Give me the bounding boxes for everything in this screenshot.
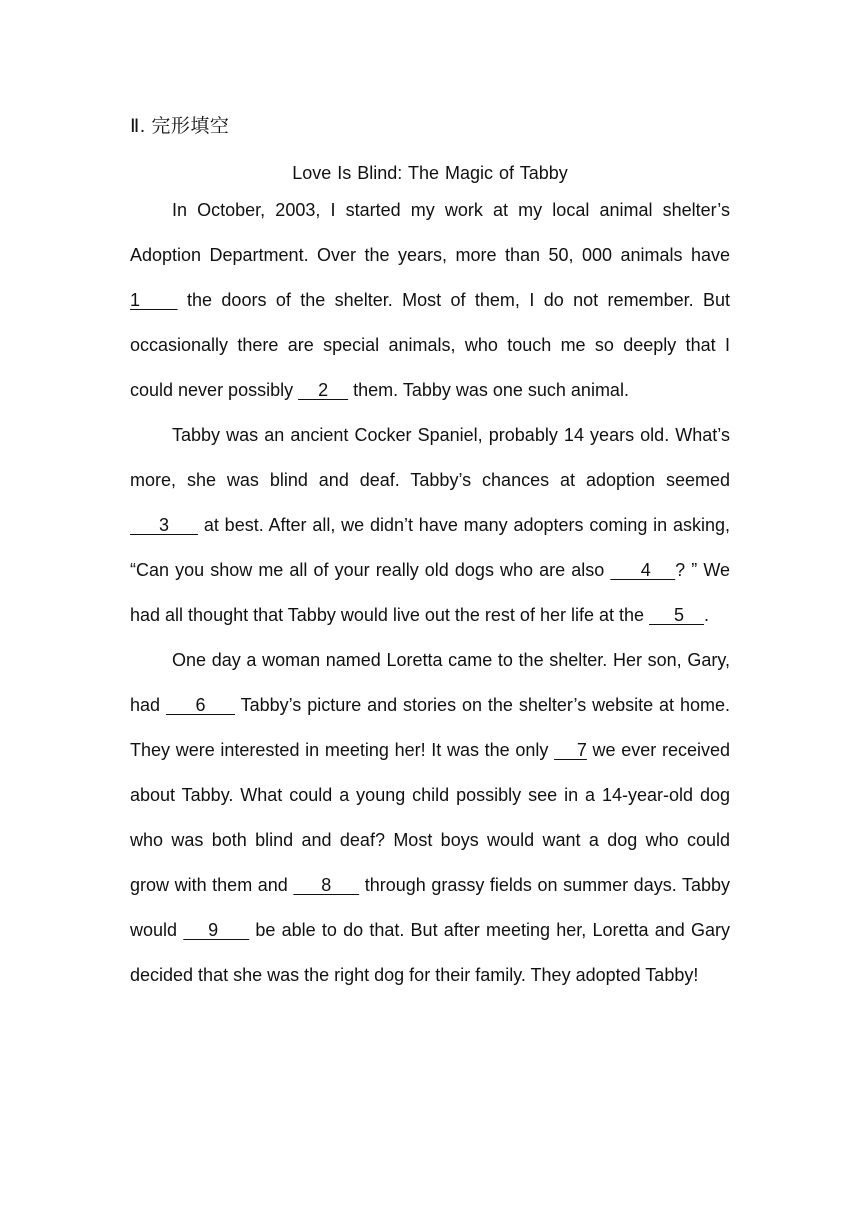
blank-3: 3 xyxy=(130,515,199,535)
text-segment: through grassy fields on summer days. Tabby would xyxy=(130,875,730,940)
document-page xyxy=(130,112,730,998)
blank-9: 9 xyxy=(183,920,250,940)
blank-8: 8 xyxy=(293,875,360,895)
text-segment: at best. After all, we didn’t have many adopters coming in asking, “Can you show me all of your really old dogs who are also xyxy=(130,515,730,580)
text-segment: . xyxy=(704,605,710,625)
text-segment: In October, 2003, I started my work at my local animal shelter’s Adoption Department. Over the years, more than 50, 000 animals have xyxy=(130,200,730,265)
blank-7: 7 xyxy=(554,740,587,760)
blank-5: 5 xyxy=(649,605,705,625)
text-segment: the doors of the shelter. Most of them, I do not remember. But occasionally there are special animals, who touch me so deeply that I could never possibly xyxy=(130,290,731,400)
text-segment: we ever received about Tabby. What could a young child possibly see in a 14-year-old dog who was both blind and deaf? Most boys would want a dog who could grow with them and xyxy=(130,740,730,895)
paragraph-3 xyxy=(130,638,730,998)
blank-1: 1 xyxy=(130,290,178,310)
blank-4: 4 xyxy=(610,560,676,580)
text-segment: ? ” We had all thought that Tabby would live out the rest of her life at the xyxy=(130,560,730,625)
text-segment: Tabby’s picture and stories on the shelter’s website at home. They were interested in meeting her! It was the only xyxy=(130,695,730,760)
blank-6: 6 xyxy=(165,695,235,715)
text-segment: be able to do that. But after meeting her, Loretta and Gary decided that she was the right dog for their family. They adopted Tabby! xyxy=(130,920,730,985)
paragraph-2 xyxy=(130,413,730,638)
passage-title: Love Is Blind: The Magic of Tabby xyxy=(292,163,568,183)
text-segment: One day a woman named Loretta came to the shelter. Her son, Gary, had xyxy=(130,650,730,715)
text-segment: them. Tabby was one such animal. xyxy=(348,380,629,400)
text-segment: Tabby was an ancient Cocker Spaniel, probably 14 years old. What’s more, she was blind and deaf. Tabby’s chances at adoption seemed xyxy=(130,425,730,490)
paragraph-1 xyxy=(130,188,730,413)
section-heading: Ⅱ. 完形填空 xyxy=(130,116,230,137)
blank-2: 2 xyxy=(298,380,349,400)
